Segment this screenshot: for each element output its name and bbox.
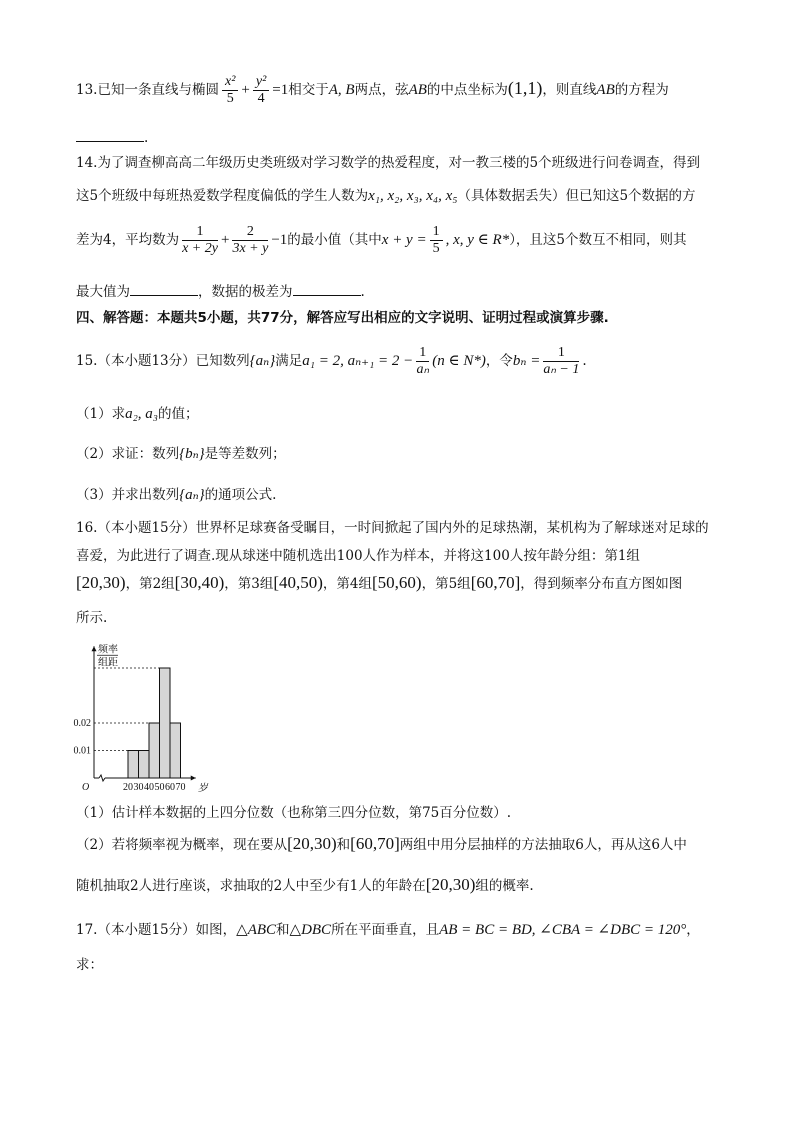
q17-triangle-dbc: △DBC: [289, 922, 332, 938]
histogram-bar: [128, 751, 139, 779]
q17-text: ，: [686, 922, 700, 938]
q13-text: 13.已知一条直线与椭圆: [76, 82, 219, 98]
q17-line1: [76, 918, 700, 939]
q16-p2-text: （2）若将频率视为概率，现在要从: [76, 837, 288, 853]
ellipse-y-den: 4: [257, 91, 265, 106]
q15-p3-text: 的通项公式.: [204, 487, 277, 503]
q14-text: ），且这5个数互不相同，则其: [509, 232, 687, 248]
q14-text: 差为4，平均数为: [76, 232, 180, 248]
q16-part2-line1: [76, 833, 687, 854]
x-tick-label: 50: [154, 782, 165, 793]
q17-condition: AB = BC = BD, ∠CBA = ∠DBC = 120°: [439, 922, 687, 938]
q14-fraction-3: [430, 224, 443, 257]
q14-text: 最大值为: [76, 284, 130, 300]
q13-points: A, B: [328, 82, 355, 98]
q16-p2-group: [20,30): [425, 875, 476, 894]
q16-text: ，第5组: [421, 576, 471, 592]
q16-text: ，第2组: [125, 576, 175, 592]
origin-label: O: [82, 782, 90, 793]
q13-text: 相交于: [288, 82, 329, 98]
q14-minus: −1: [271, 232, 288, 248]
x-axis-break: [99, 775, 105, 781]
q15-f-num: 1: [416, 345, 429, 362]
q15-f-den: aₙ: [416, 362, 430, 377]
x-axis-arrow: [191, 776, 196, 781]
q15-cond: (n ∈ N*): [432, 353, 486, 369]
x-tick-label: 20: [123, 782, 133, 793]
q15-fraction-2: [543, 345, 579, 378]
q16-group-4: [50,60): [372, 573, 422, 592]
q15-p1-text: 的值；: [158, 406, 199, 422]
q14-fraction-1: [182, 224, 218, 257]
q14-cond: x + y =: [381, 232, 427, 248]
q16-part2-line2: [76, 874, 534, 895]
frequency-histogram: [73, 632, 216, 794]
q15-text: ，令: [485, 353, 513, 369]
q16-part1: （1）估计样本数据的上四分位数（也称第三四分位数，第75百分位数）.: [76, 805, 512, 821]
ellipse-x-fraction: [222, 74, 238, 107]
q16-p2-text: 随机抽取2人进行座谈，求抽取的2人中至少有1人的年龄在: [76, 878, 426, 894]
q14-line1: 14.为了调查柳高高二年级历史类班级对学习数学的热爱程度，对一教三楼的5个班级进行问卷调查，得到: [76, 155, 701, 171]
ellipse-x-den: 5: [226, 91, 234, 106]
q14-text: ，数据的极差为: [198, 284, 293, 300]
q16-text: ，第4组: [322, 576, 373, 592]
q16-p2-text: 两组中用分层抽样的方法抽取6人，再从这6人中: [399, 837, 687, 853]
q13-answer-blank[interactable]: [76, 141, 144, 142]
q15-part1: [76, 402, 199, 423]
q17-text: 和: [276, 922, 290, 938]
q17-triangle-abc: △ABC: [236, 922, 277, 938]
q13-answer-line: [76, 130, 148, 146]
q16-line3: [76, 572, 682, 593]
q15-g-num: 1: [543, 345, 579, 362]
q14-line2: [76, 184, 696, 205]
q14-f2-den: 3x + y: [232, 241, 269, 256]
y-axis-arrow: [92, 646, 97, 651]
q16-text: ，得到频率分布直方图如图: [520, 576, 683, 592]
q15-seq: {aₙ}: [249, 353, 276, 369]
section-4-heading: 四、解答题：本题共5小题，共77分，解答应写出相应的文字说明、证明过程或演算步骤.: [76, 310, 609, 326]
q13-tail: .: [144, 130, 149, 146]
x-tick-label: 30: [133, 782, 144, 793]
q16-line2: 喜爱，为此进行了调查.现从球迷中随机选出100人作为样本，并将这100人按年龄分组：第1组: [76, 548, 640, 564]
q15-p2-text: 是等差数列；: [204, 446, 286, 462]
x-tick-label: 40: [144, 782, 154, 793]
q16-p2-group: [60,70]: [350, 834, 400, 853]
q13-chord: AB: [408, 82, 427, 98]
q16-line1: 16.（本小题15分）世界杯足球赛备受瞩目，一时间掀起了国内外的足球热潮，某机构为了解球迷对足球的: [76, 520, 709, 536]
x-axis-label: 岁: [197, 783, 208, 794]
q16-group-2: [30,40): [174, 573, 225, 592]
q13-text: 的中点坐标为: [426, 82, 508, 98]
q17-line2: 求：: [76, 957, 103, 973]
q16-p2-text: 和: [336, 837, 351, 853]
q14-f1-den: x + 2y: [182, 241, 218, 256]
q13-line-name: AB: [596, 82, 615, 98]
q14-f3-num: 1: [430, 224, 443, 241]
q15-p3-seq: {aₙ}: [179, 487, 205, 503]
q14-f2-num: 2: [232, 224, 268, 241]
q15-text: .: [582, 353, 587, 369]
q15-text: 15.（本小题13分）已知数列: [76, 353, 250, 369]
q15-p2-text: （2）求证：数列: [76, 446, 180, 462]
q14-text: 的最小值（其中: [287, 232, 382, 248]
q13-line1: 13.已知一条直线与椭圆 $\frac{\text{x²}}{5}$ + $\frac{\text{y²}}{4}$ =1相交于A, B两点，弦AB的中点坐标为(1,1)，则直线AB的方程为: [76, 74, 669, 106]
q15-line1: [76, 345, 587, 378]
q16-text: ，第3组: [224, 576, 274, 592]
q15-text: 满足: [275, 353, 303, 369]
q17-text: 17.（本小题15分）如图，: [76, 922, 237, 938]
q16-p2-group: [20,30): [287, 834, 337, 853]
q14-f3-den: 5: [432, 241, 440, 256]
histogram-bar: [160, 668, 171, 778]
histogram-bar: [149, 723, 160, 778]
q15-bn: bₙ =: [512, 353, 541, 369]
ellipse-y-fraction: [253, 74, 269, 107]
q15-part3: [76, 483, 276, 504]
q17-text: 所在平面垂直，且: [331, 922, 440, 938]
y-axis-label-bottom: 组距: [98, 657, 118, 669]
q13-text: 两点，弦: [354, 82, 409, 98]
y-tick-label: 0.01: [73, 745, 91, 757]
x-tick-label: 70: [175, 782, 186, 793]
q16-p2-text: 组的概率.: [475, 878, 534, 894]
q14-line3: [76, 224, 687, 257]
q13-text: 的方程为: [614, 82, 669, 98]
q14-cond: , x, y ∈ R*: [445, 232, 510, 248]
q14-text: .: [360, 284, 365, 300]
q13-text: ，则直线: [542, 82, 597, 98]
y-axis-label-top: 频率: [98, 644, 118, 656]
q14-plus: +: [220, 232, 230, 248]
q14-vars: x₁, x₂, x₃, x₄, x₅: [368, 188, 458, 204]
x-tick-label: 60: [165, 782, 175, 793]
histogram-bar: [170, 723, 181, 778]
q15-g-den: aₙ − 1: [543, 362, 580, 377]
q14-line4: [76, 280, 365, 300]
q15-p2-seq: {bₙ}: [179, 446, 205, 462]
histogram-bar: [139, 751, 150, 779]
q16-group-5: [60,70]: [470, 573, 521, 592]
q16-line4: 所示.: [76, 610, 108, 626]
q16-group-1: [20,30): [76, 573, 126, 592]
q15-p3-text: （3）并求出数列: [76, 487, 180, 503]
q14-range-blank[interactable]: [293, 295, 361, 296]
q15-p1-vars: a₂, a₃: [125, 406, 159, 422]
ellipse-x-num: x²: [222, 74, 238, 91]
y-tick-label: 0.02: [73, 718, 91, 729]
q15-fraction-1: [416, 345, 429, 378]
q14-text: （具体数据丢失）但已知这5个数据的方: [457, 188, 696, 204]
q14-text: 这5个班级中每班热爱数学程度偏低的学生人数为: [76, 188, 369, 204]
q14-fraction-2: [232, 224, 268, 257]
ellipse-y-num: y²: [253, 74, 269, 91]
q14-max-blank[interactable]: [130, 295, 198, 296]
q15-p1-text: （1）求: [76, 406, 126, 422]
q16-group-3: [40,50): [273, 573, 323, 592]
q13-midpoint: (1,1): [507, 78, 543, 98]
q14-f1-num: 1: [182, 224, 218, 241]
q15-recurrence: a₁ = 2, aₙ₊₁ = 2 −: [302, 353, 414, 369]
q15-part2: [76, 442, 286, 463]
q13-eq: =1: [272, 82, 289, 98]
